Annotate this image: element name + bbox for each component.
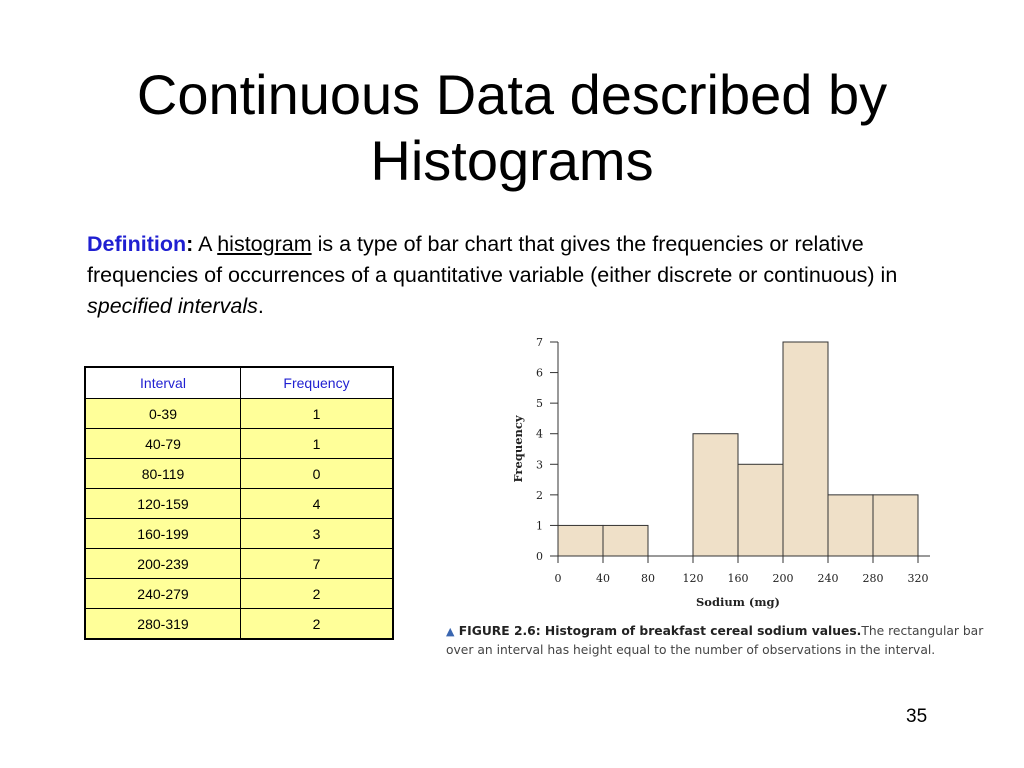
slide-title-line2: Histograms <box>370 129 654 192</box>
frequency-cell: 1 <box>241 429 394 459</box>
table-row <box>85 609 393 640</box>
table-row <box>85 549 393 579</box>
histogram-bar <box>693 434 738 556</box>
frequency-cell: 2 <box>241 579 394 609</box>
x-tick-label: 40 <box>596 572 610 585</box>
y-tick-label: 6 <box>536 366 543 380</box>
interval-cell: 120-159 <box>85 489 241 519</box>
frequency-cell: 1 <box>241 399 394 429</box>
frequency-cell: 3 <box>241 519 394 549</box>
caption-triangle-icon: ▲ <box>446 625 455 638</box>
histogram-bar <box>873 495 918 556</box>
y-tick-label: 1 <box>536 519 543 533</box>
table-row <box>85 579 393 609</box>
table-row <box>85 399 393 429</box>
interval-cell: 160-199 <box>85 519 241 549</box>
histogram-bar <box>558 525 603 556</box>
y-tick-label: 7 <box>536 336 543 349</box>
interval-cell: 80-119 <box>85 459 241 489</box>
interval-cell: 40-79 <box>85 429 241 459</box>
histogram-bar <box>603 525 648 556</box>
y-tick-label: 3 <box>536 458 543 472</box>
interval-cell: 0-39 <box>85 399 241 429</box>
definition-italic-phrase: specified intervals <box>87 294 258 318</box>
definition-paragraph <box>87 229 957 322</box>
definition-term: Definition <box>87 232 187 256</box>
frequency-cell: 0 <box>241 459 394 489</box>
x-tick-label: 80 <box>641 572 655 585</box>
table-header-row <box>85 367 393 399</box>
caption-text: The rectangular bar over an interval has height equal to the number of observations in the interval. <box>446 624 984 657</box>
interval-cell: 200-239 <box>85 549 241 579</box>
x-tick-label: 160 <box>727 572 749 585</box>
table-row <box>85 459 393 489</box>
header-interval: Interval <box>85 367 241 399</box>
definition-colon: : <box>186 232 194 256</box>
x-tick-label: 280 <box>862 572 884 585</box>
interval-cell: 240-279 <box>85 579 241 609</box>
histogram-bar <box>783 342 828 556</box>
x-tick-label: 320 <box>907 572 929 585</box>
frequency-cell: 2 <box>241 609 394 640</box>
y-tick-label: 4 <box>536 427 543 441</box>
histogram-bar <box>738 464 783 556</box>
table-row <box>85 519 393 549</box>
x-tick-label: 120 <box>682 572 704 585</box>
x-tick-label: 240 <box>817 572 839 585</box>
histogram-bar <box>828 495 873 556</box>
y-tick-label: 0 <box>536 550 543 563</box>
frequency-table <box>84 366 394 640</box>
slide-title <box>0 62 1024 194</box>
caption-figure-label: FIGURE 2.6: Histogram of breakfast cereal sodium values. <box>454 624 862 638</box>
header-frequency: Frequency <box>241 367 394 399</box>
x-tick-label: 200 <box>772 572 794 585</box>
definition-text-c: . <box>257 294 264 318</box>
frequency-cell: 4 <box>241 489 394 519</box>
table-row <box>85 429 393 459</box>
definition-text-a: A <box>193 232 218 256</box>
definition-text-b: is a type of bar chart that gives the frequencies or relative frequencies of occurrences of a quantitative variable (either discrete or continuous) in <box>87 232 898 287</box>
x-axis-title: Sodium (mg) <box>695 595 781 609</box>
y-tick-label: 5 <box>536 397 543 411</box>
sodium-histogram-chart <box>505 330 945 615</box>
interval-cell: 280-319 <box>85 609 241 640</box>
frequency-cell: 7 <box>241 549 394 579</box>
y-axis-title: Frequency <box>511 415 525 483</box>
x-tick-label: 0 <box>554 572 562 585</box>
y-tick-label: 2 <box>536 488 543 502</box>
figure-caption <box>446 622 1006 659</box>
table-row <box>85 489 393 519</box>
definition-histogram-word: histogram <box>217 232 312 256</box>
slide-title-line1: Continuous Data described by <box>136 63 888 126</box>
page-number: 35 <box>906 706 928 727</box>
